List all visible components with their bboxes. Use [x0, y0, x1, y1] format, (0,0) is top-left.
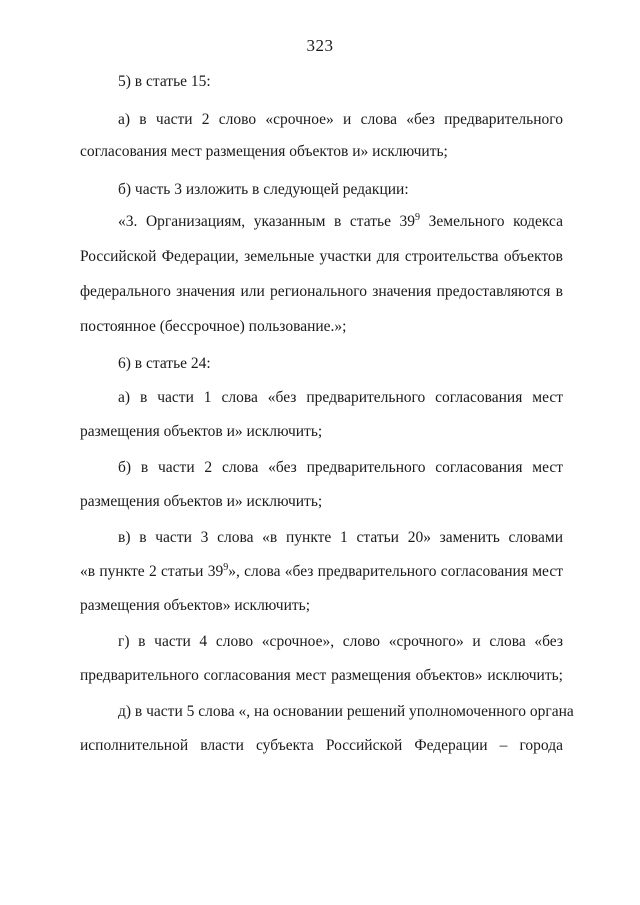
text-line: 6) в статье 24: — [118, 355, 211, 372]
text-line: Российской Федерации, земельные участки для строительства объектов — [80, 248, 563, 265]
text-fragment: Земельного кодекса — [428, 213, 564, 230]
text-line: размещения объектов и» исключить; — [80, 493, 323, 510]
text-line: федерального значения или регионального значения предоставляются в — [80, 283, 563, 300]
text-fragment: «в пункте 2 статьи 39 — [80, 563, 224, 580]
superscript: 9 — [223, 561, 229, 573]
text-line: постоянное (бессрочное) пользование.»; — [80, 318, 347, 335]
text-fragment: », слова «без предварительного согласования мест — [228, 563, 563, 580]
text-line: д) в части 5 слова «, на основании решений уполномоченного органа — [118, 703, 574, 720]
text-line: 5) в статье 15: — [118, 73, 211, 90]
text-line: а) в части 1 слова «без предварительного согласования мест — [118, 389, 563, 406]
text-line — [80, 212, 563, 232]
text-line: б) часть 3 изложить в следующей редакции: — [118, 181, 409, 198]
text-line: г) в части 4 слово «срочное», слово «срочного» и слова «без — [118, 633, 563, 650]
text-line: размещения объектов и» исключить; — [80, 423, 323, 440]
text-fragment: «3. Организациям, указанным в статье 39 — [118, 213, 416, 230]
text-line: размещения объектов» исключить; — [80, 597, 311, 614]
superscript: 9 — [415, 211, 421, 223]
text-line: исполнительной власти субъекта Российской Федерации – города — [80, 737, 563, 754]
page-number: 323 — [306, 36, 334, 55]
text-line: в) в части 3 слова «в пункте 1 статьи 20» заменить словами — [118, 529, 563, 546]
text-line: а) в части 2 слово «срочное» и слова «без предварительного — [118, 111, 563, 128]
text-line: согласования мест размещения объектов и» исключить; — [80, 143, 448, 160]
text-line: б) в части 2 слова «без предварительного согласования мест — [118, 459, 563, 476]
text-line: предварительного согласования мест размещения объектов» исключить; — [80, 667, 563, 684]
text-line — [80, 562, 563, 582]
